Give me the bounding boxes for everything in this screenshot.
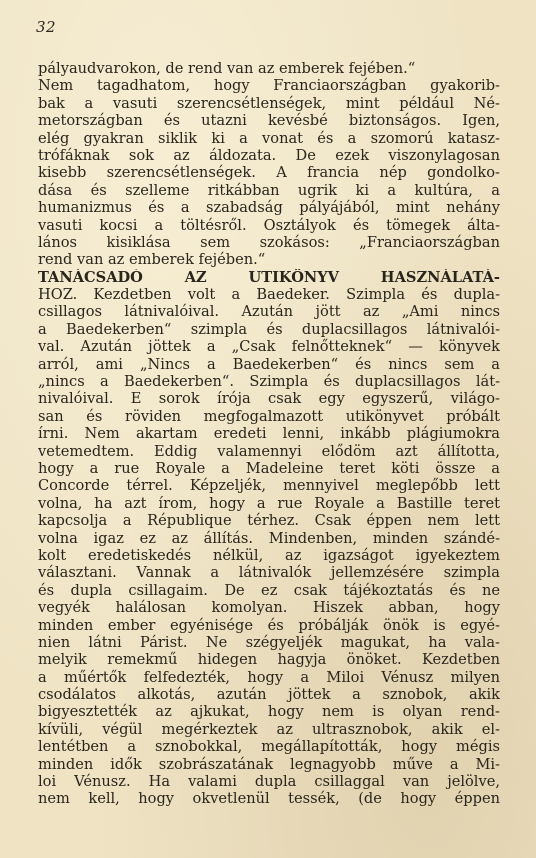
text-line: vasuti kocsi a töltésről. Osztályok és tömegek álta-	[38, 216, 500, 234]
text-line: humanizmus és a szabadság pályájából, mint nehány	[38, 199, 500, 217]
text-line: a műértők felfedezték, hogy a Miloi Vénusz milyen	[38, 668, 500, 686]
text-line: Nem tagadhatom, hogy Franciaországban gyakorib-	[38, 77, 500, 95]
text-line: választani. Vannak a látnivalók jellemzésére szimpla	[38, 564, 500, 582]
text-line: pályaudvarokon, de rend van az emberek fejében.“	[38, 60, 416, 77]
text-line: minden ember egyénisége és próbálják önök is egyé-	[38, 616, 500, 634]
text-line: vegyék halálosan komolyan. Hiszek abban, hogy	[38, 599, 500, 617]
text-line: nivalóival. E sorok írója csak egy egyszerű, világo-	[38, 390, 500, 408]
text-line: kapcsolja a République térhez. Csak éppen nem lett	[38, 512, 500, 530]
text-line: trófáknak sok az áldozata. De ezek viszonylagosan	[38, 146, 500, 164]
text-line: nien látni Párist. Ne szégyeljék magukat, ha vala-	[38, 633, 500, 651]
text-line: kolt eredetiskedés nélkül, az igazságot igyekeztem	[38, 546, 500, 564]
text-line: és dupla csillagaim. De ez csak tájékoztatás és ne	[38, 581, 500, 599]
text-line: hogy a rue Royale a Madeleine teret köti össze a	[38, 459, 500, 477]
text-line: bigyesztették az ajkukat, hogy nem is olyan rend-	[38, 703, 500, 721]
text-line: vetemedtem. Eddig valamennyi elődöm azt állította,	[38, 442, 500, 460]
text-line: lános kisiklása sem szokásos: „Franciaországban	[38, 233, 500, 251]
text-line: elég gyakran siklik ki a vonat és a szomorú katasz-	[38, 129, 500, 147]
text-line: rend van az emberek fejében.“	[38, 251, 266, 269]
text-line: arról, ami „Nincs a Baedekerben“ és nincs sem a	[38, 355, 500, 373]
body-text	[38, 60, 500, 808]
section-heading-line: TANÁCSADÓ AZ UTIKÖNYV HASZNÁLATÁ-	[38, 268, 500, 286]
text-line: melyik remekmű hidegen hagyja önöket. Kezdetben	[38, 651, 500, 669]
text-line: dása és szelleme ritkábban ugrik ki a kultúra, a	[38, 181, 500, 199]
text-line: minden idők szobrászatának legnagyobb műve a Mi-	[38, 755, 500, 773]
text-line: nem kell, hogy okvetlenül tessék, (de hogy éppen	[38, 790, 500, 808]
text-line: csodálatos alkotás, azután jöttek a sznobok, akik	[38, 686, 500, 704]
text-line: a Baedekerben“ szimpla és duplacsillagos látnivalói-	[38, 320, 500, 338]
text-line: Concorde térrel. Képzeljék, mennyivel meglepőbb lett	[38, 477, 500, 495]
text-line: lentétben a sznobokkal, megállapították, hogy mégis	[38, 738, 500, 756]
text-line: volna, ha azt írom, hogy a rue Royale a Bastille teret	[38, 494, 500, 512]
text-line: loi Vénusz. Ha valami dupla csillaggal van jelölve,	[38, 773, 500, 791]
text-line: metországban és utazni kevésbé biztonságos. Igen,	[38, 112, 500, 130]
text-line: san és röviden megfogalmazott utikönyvet próbált	[38, 407, 500, 425]
text-line: volna igaz ez az állítás. Mindenben, minden szándé-	[38, 529, 500, 547]
page-number: 32	[36, 18, 57, 36]
text-line: bak a vasuti szerencsétlenségek, mint például Né-	[38, 94, 500, 112]
text-line: kívüli, végül megérkeztek az ultrasznobok, akik el-	[38, 720, 500, 738]
text-line: val. Azután jöttek a „Csak felnőtteknek“ — könyvek	[38, 338, 500, 356]
text-line: kisebb szerencsétlenségek. A francia nép gondolko-	[38, 164, 500, 182]
text-line: írni. Nem akartam eredeti lenni, inkább plágiumokra	[38, 425, 500, 443]
text-line: „nincs a Baedekerben“. Szimpla és duplacsillagos lát-	[38, 373, 500, 391]
text-line: csillagos látnivalóival. Azután jött az „Ami nincs	[38, 303, 500, 321]
text-line: HOZ. Kezdetben volt a Baedeker. Szimpla és dupla-	[38, 286, 500, 304]
